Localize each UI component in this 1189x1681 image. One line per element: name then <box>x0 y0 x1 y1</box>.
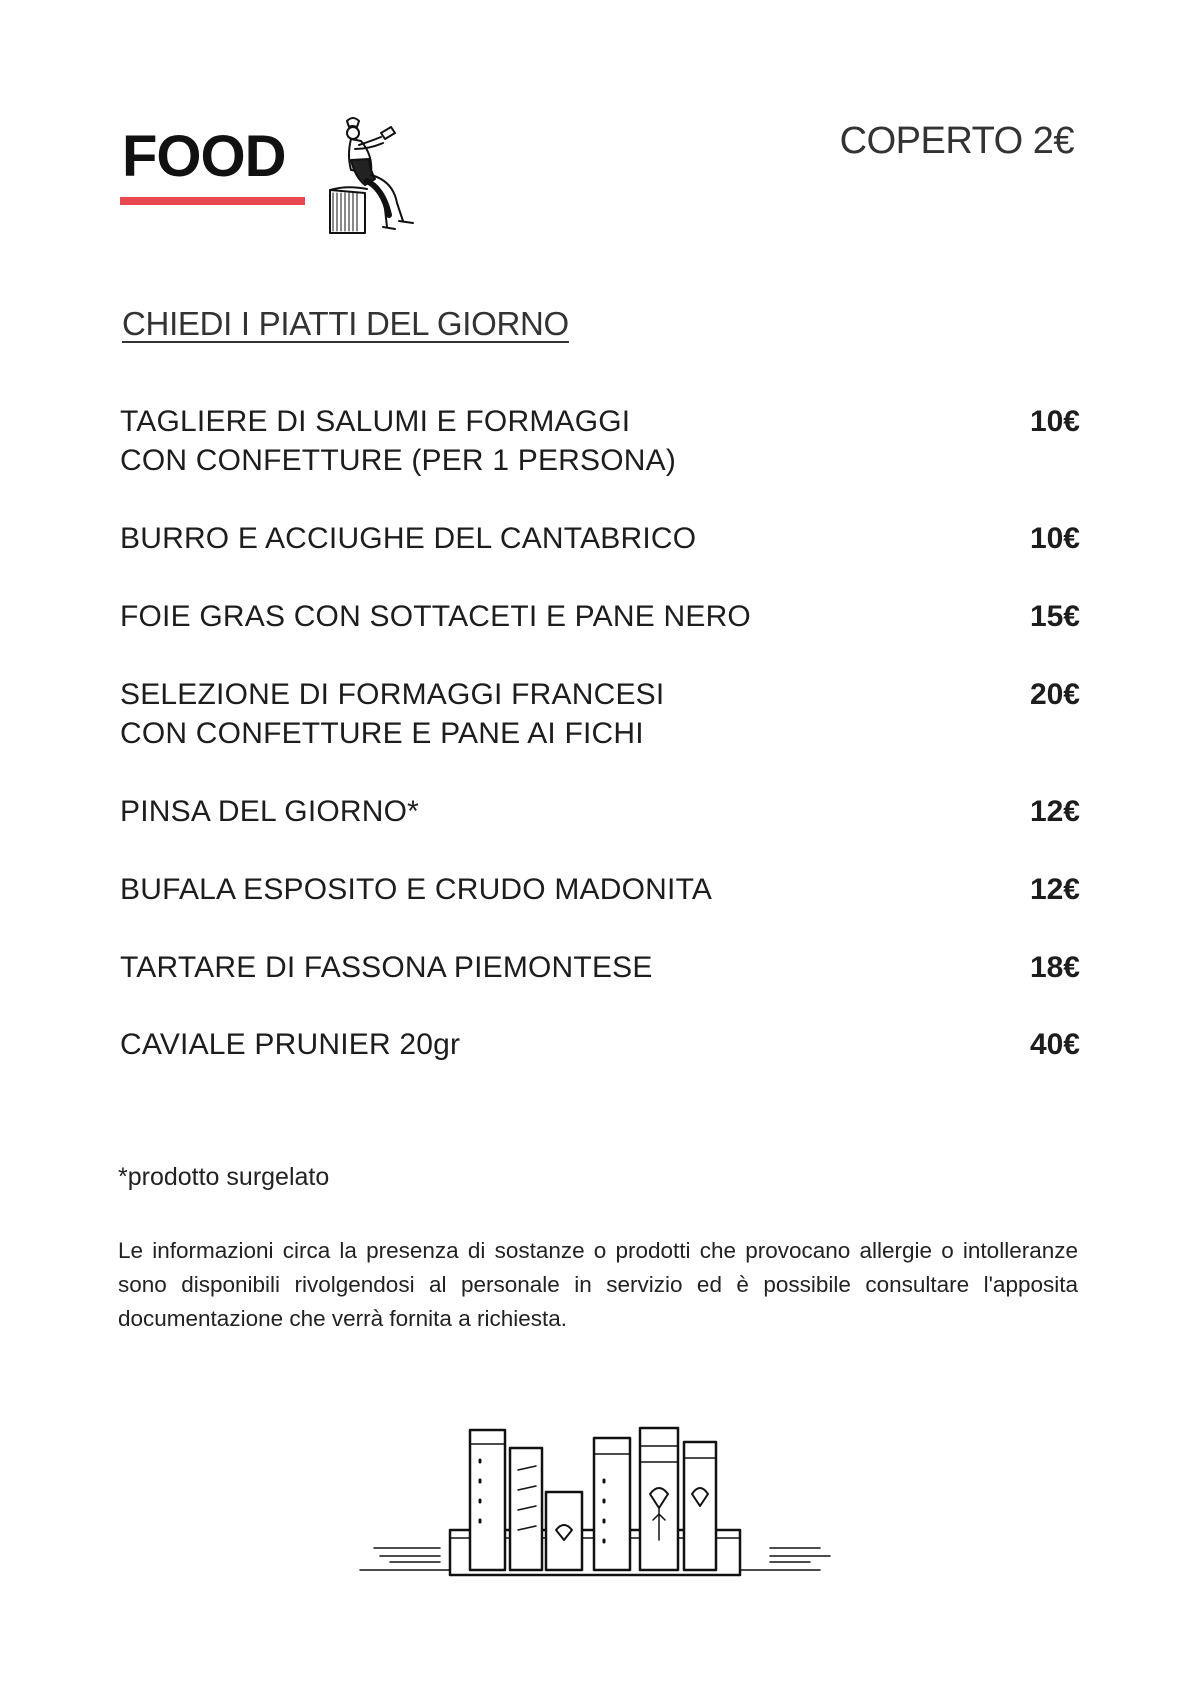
menu-item-price: 15€ <box>1029 600 1080 633</box>
menu-item <box>120 870 1080 909</box>
menu-item-line: FOIE GRAS CON SOTTACETI E PANE NERO <box>120 600 751 633</box>
menu-item-price: 12€ <box>1029 795 1080 828</box>
menu-item-price: 12€ <box>1029 873 1080 906</box>
title-underline <box>120 197 305 205</box>
menu-item-name <box>120 870 712 909</box>
menu-item-name <box>120 1025 460 1064</box>
menu-item-line: CAVIALE PRUNIER 20gr <box>120 1028 461 1061</box>
menu-item-line: SELEZIONE DI FORMAGGI FRANCESI <box>120 678 665 711</box>
menu-item-name <box>120 792 419 831</box>
cover-charge: COPERTO 2€ <box>839 120 1074 162</box>
menu-item <box>120 675 1080 753</box>
chef-sitting-on-book-icon <box>325 115 445 245</box>
menu-item-price: 40€ <box>1029 1028 1080 1061</box>
menu-item-price: 20€ <box>1029 678 1080 711</box>
menu-item-name <box>120 597 751 636</box>
page-title: FOOD <box>122 124 286 189</box>
frozen-product-footnote: *prodotto surgelato <box>118 1163 330 1191</box>
menu-item-price: 18€ <box>1029 951 1080 984</box>
menu-item <box>120 519 1080 558</box>
menu-item <box>120 948 1080 987</box>
menu-item-name <box>120 675 664 753</box>
menu-item-name <box>120 402 676 480</box>
menu-item-line: PINSA DEL GIORNO* <box>120 795 420 828</box>
menu-item-line: TARTARE DI FASSONA PIEMONTESE <box>120 951 653 984</box>
menu-item <box>120 402 1080 480</box>
menu-item-line: CON CONFETTURE E PANE AI FICHI <box>120 717 644 750</box>
menu-item-price: 10€ <box>1029 405 1080 438</box>
menu-item-line: TAGLIERE DI SALUMI E FORMAGGI <box>120 405 631 438</box>
menu-item-price: 10€ <box>1029 522 1080 555</box>
menu-item <box>120 597 1080 636</box>
menu-item <box>120 1025 1080 1064</box>
allergen-notice: Le informazioni circa la presenza di sostanze o prodotti che provocano allergie o intolleranze sono disponibili rivolgendosi al personale in servizio ed è possibile consultare l'apposita documentazione che verrà fornita a richiesta. <box>118 1238 1078 1331</box>
daily-specials-link: CHIEDI I PIATTI DEL GIORNO <box>122 305 569 342</box>
menu-item-line: CON CONFETTURE (PER 1 PERSONA) <box>120 444 677 477</box>
menu-item <box>120 792 1080 831</box>
books-on-shelf-icon <box>350 1420 850 1590</box>
menu-item-line: BURRO E ACCIUGHE DEL CANTABRICO <box>120 522 697 555</box>
menu-item-name <box>120 948 653 987</box>
menu-item-name <box>120 519 696 558</box>
menu-item-line: BUFALA ESPOSITO E CRUDO MADONITA <box>120 873 713 906</box>
